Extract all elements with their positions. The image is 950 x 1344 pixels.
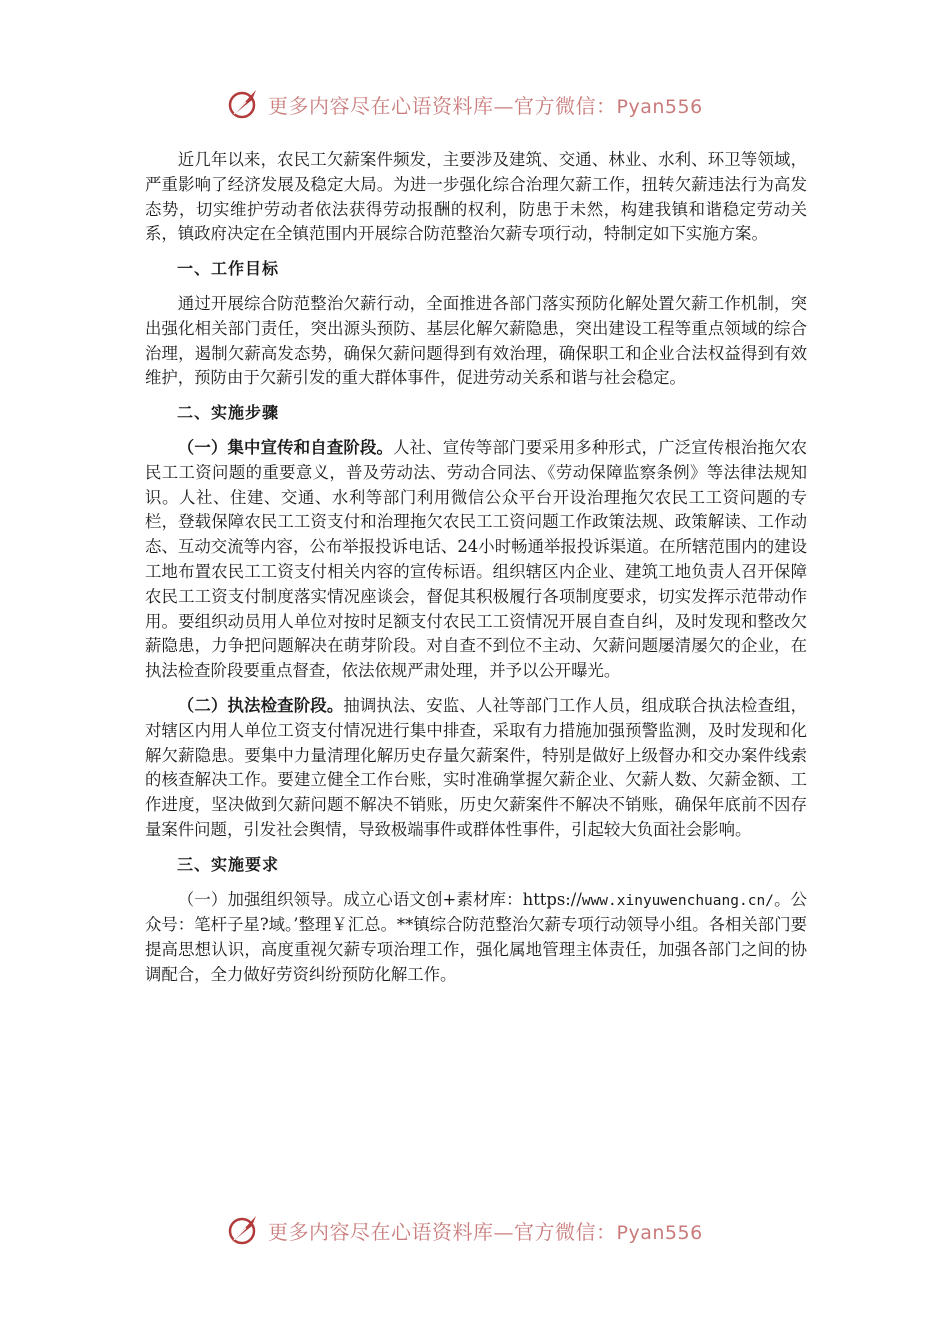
step-two-paragraph: （二）执法检查阶段。抽调执法、安监、人社等部门工作人员，组成联合执法检查组，对辖区内用人单位工资支付情况进行集中排查，采取有力措施加强预警监测，及时发现和化解欠薪隐患。要集中力量清理化解历史存量欠薪案件，特别是做好上级督办和交办案件线索的核查解决工作。要建立健全工作台账，实时准确掌握欠薪企业、欠薪人数、欠薪金额、工作进度，坚决做到欠薪问题不解决不销账，历史欠薪案件不解决不销账，确保年底前不因存量案件问题，引发社会舆情，导致极端事件或群体性事件，引起较大负面社会影响。 [145,695,807,839]
step-one-lead: （一）集中宣传和自查阶段。 [177,437,394,457]
document-body [145,148,807,998]
goals-paragraph: 通过开展综合防范整治欠薪行动，全面推进各部门落实预防化解处置欠薪工作机制，突出强化相关部门责任，突出源头预防、基层化解欠薪隐患，突出建设工程等重点领域的综合治理，遏制欠薪高发态势，确保欠薪问题得到有效治理，确保职工和企业合法权益得到有效维护，预防由于欠薪引发的重大群体事件，促进劳动关系和谐与社会稳定。 [145,293,807,388]
section-heading-goals: 一、工作目标 [177,259,280,279]
footer-banner [226,1210,746,1250]
banner-text: 更多内容尽在心语资料库—官方微信：Pyan556 [268,1219,703,1244]
quill-pen-logo-icon [226,1212,262,1248]
intro-paragraph: 近几年以来，农民工欠薪案件频发，主要涉及建筑、交通、林业、水利、环卫等领域，严重影响了经济发展及稳定大局。为进一步强化综合治理欠薪工作，扭转欠薪违法行为高发态势，切实维护劳动者依法获得劳动报酬的权利，防患于未然，构建我镇和谐稳定劳动关系，镇政府决定在全镇范围内开展综合防范整治欠薪专项行动，特制定如下实施方案。 [145,150,807,244]
section-heading-requirements: 三、实施要求 [177,854,280,874]
step-one-paragraph: （一）集中宣传和自查阶段。人社、宣传等部门要采用多种形式，广泛宣传根治拖欠农民工工资问题的重要意义，普及劳动法、劳动合同法、《劳动保障监察条例》等法律法规知识。人社、住建、交通、水利等部门利用微信公众平台开设治理拖欠农民工工资问题的专栏，登载保障农民工工资支付和治理拖欠农民工工资问题工作政策法规、政策解读、工作动态、互动交流等内容，公布举报投诉电话、24小时畅通举报投诉渠道。在所辖范围内的建设工地布置农民工工资支付相关内容的宣传标语。组织辖区内企业、建筑工地负责人召开保障农民工工资支付制度落实情况座谈会，督促其积极履行各项制度要求，切实发挥示范带动作用。要组织动员用人单位对按时足额支付农民工工资情况开展自查自纠，及时发现和整改欠薪隐患，力争把问题解决在萌芽阶段。对自查不到位不主动、欠薪问题屡清屡欠的企业，在执法检查阶段要重点督查，依法依规严肃处理，并予以公开曝光。 [145,437,807,681]
website-url: www.xinyuwenchuang.cn/ [581,892,774,909]
section-heading-steps: 二、实施步骤 [177,403,280,423]
requirement-one-paragraph: （一）加强组织领导。成立心语文创+素材库：https://www.xinyuwenchuang.cn/。公众号：笔杆子星?域。’整理￥汇总。**镇综合防范整治欠薪专项行动领导小组。各相关部门要提高思想认识，高度重视欠薪专项治理工作，强化属地管理主体责任，加强各部门之间的协调配合，全力做好劳资纠纷预防化解工作。 [145,889,808,984]
step-two-lead: （二）执法检查阶段。 [177,695,344,715]
banner-text: 更多内容尽在心语资料库—官方微信：Pyan556 [268,93,703,118]
header-banner [226,84,746,124]
quill-pen-logo-icon [226,86,262,122]
